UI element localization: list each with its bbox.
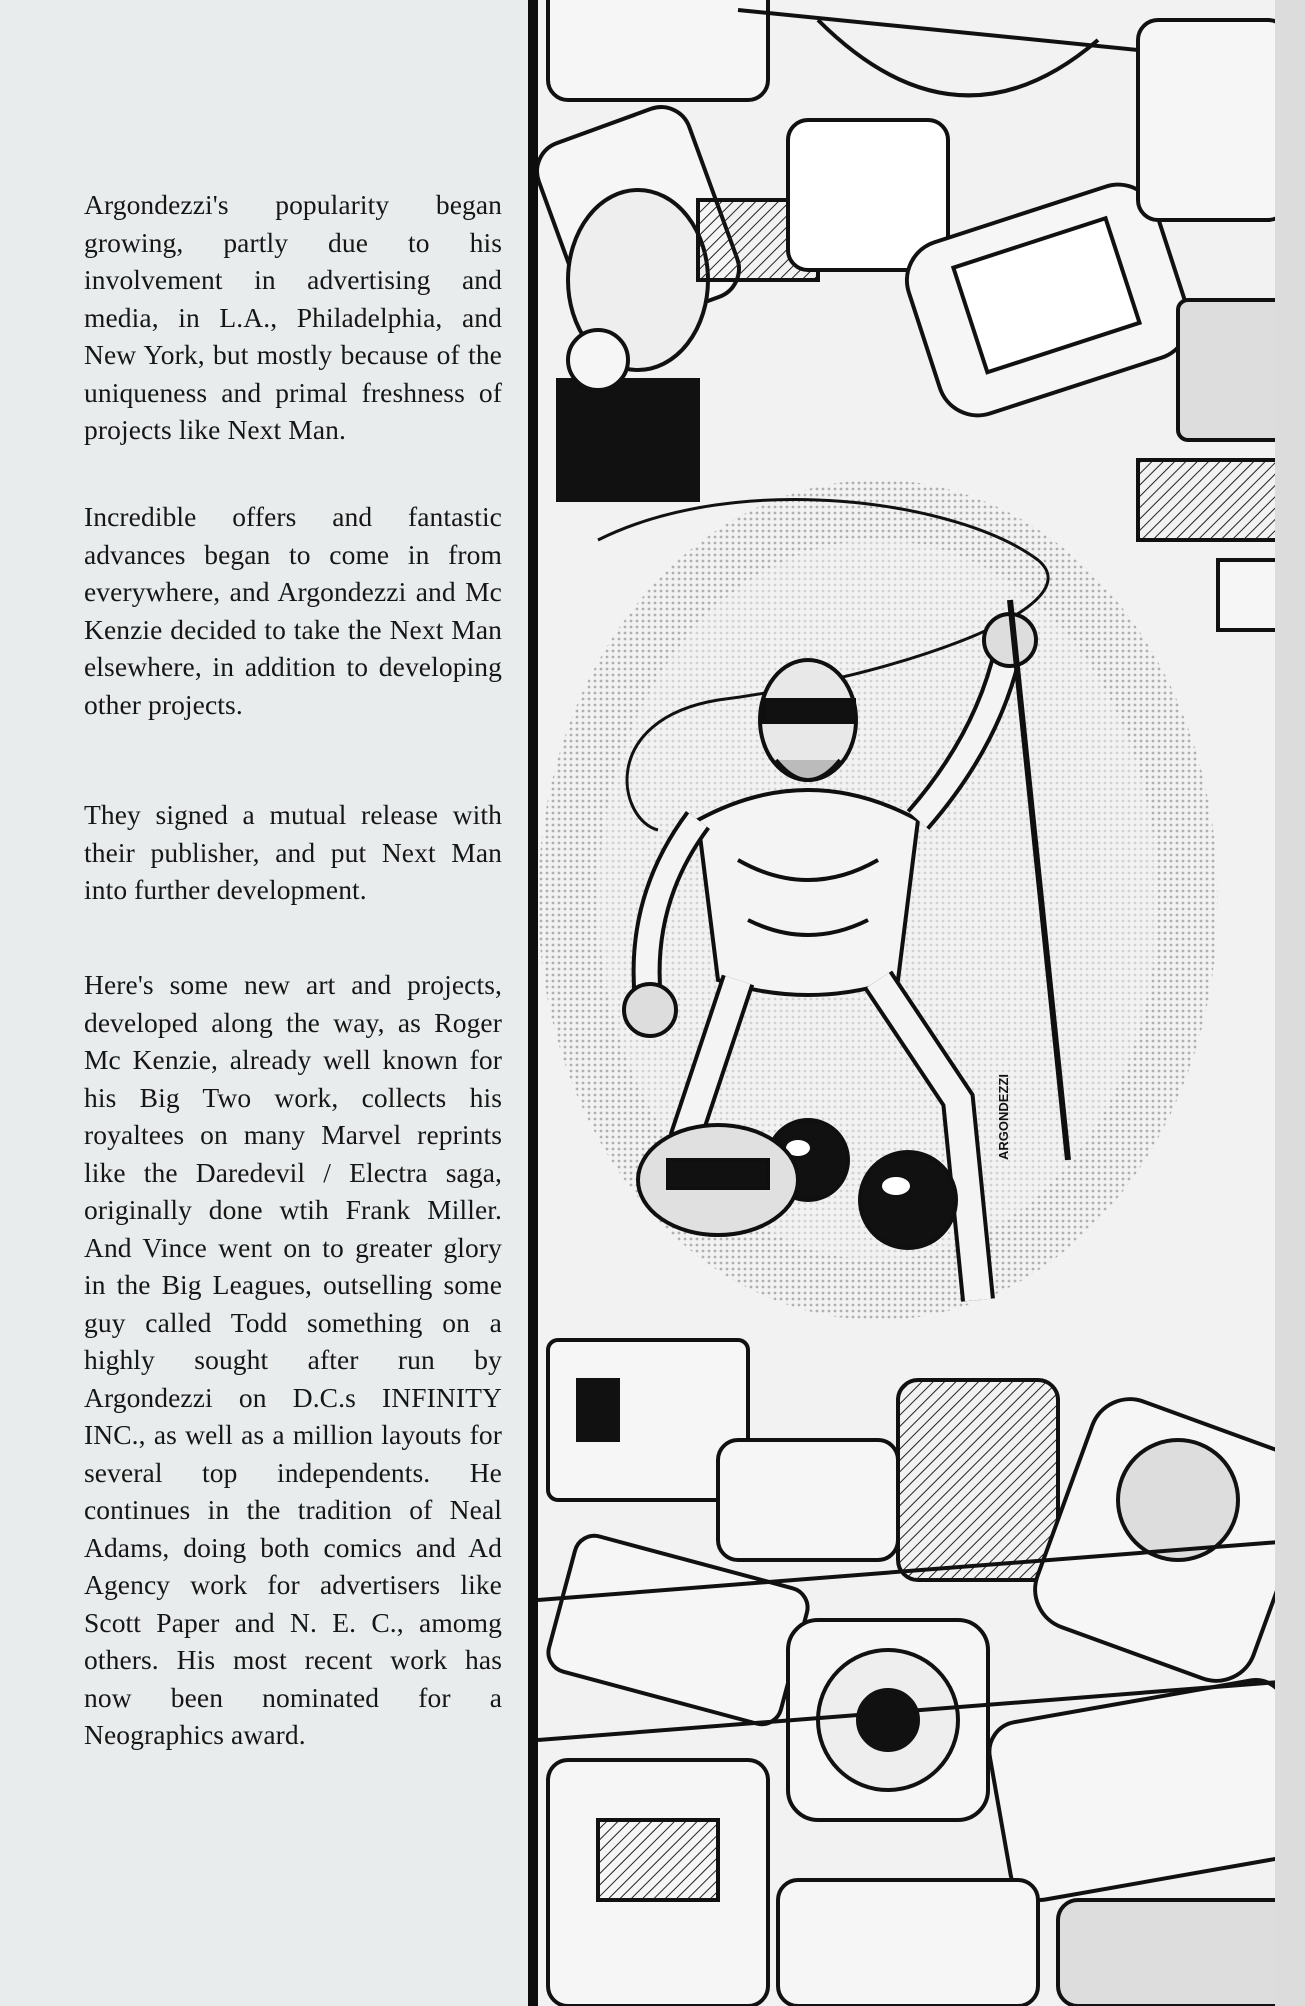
comic-artwork-panel [538,0,1305,2006]
paragraph-release: They signed a mutual release with their publisher, and put Next Man into further development. [84,799,502,905]
artwork-illustration [538,0,1305,2006]
page-edge [1275,0,1305,2006]
column-divider [528,0,538,2006]
machinery-bottom [538,1340,1305,2006]
paragraph-popularity: Argondezzi's popularity began growing, partly due to his involvement in advertising and media, in L.A., Philadelphia, and New York, but mostly because of the uniqueness and primal freshness of projects like Next Man. [84,189,502,445]
paragraph-new-art: Here's some new art and projects, developed along the way, as Roger Mc Kenzie, already well known for his Big Two work, collects his royaltees on many Marvel reprints like the Daredevil / Electra saga, originally done wtih Frank Miller. And Vince went on to greater glory in the Big Leagues, outselling some guy called Todd something on a highly sought after run by Argondezzi on D.C.s INFINITY INC., as well as a million layouts for several top independents. He continues in the tradition of Neal Adams, doing both comics and Ad Agency work for advertisers like Scott Paper and N. E. C., amomg others. His most recent work has now been nominated for a Neographics award. [84,969,502,1750]
paragraph-offers: Incredible offers and fantastic advances began to come in from everywhere, and Argondezzi and Mc Kenzie decided to take the Next Man elsewhere, in addition to developing other projects. [84,501,502,720]
artist-signature: ARGONDEZZI [996,1074,1011,1160]
